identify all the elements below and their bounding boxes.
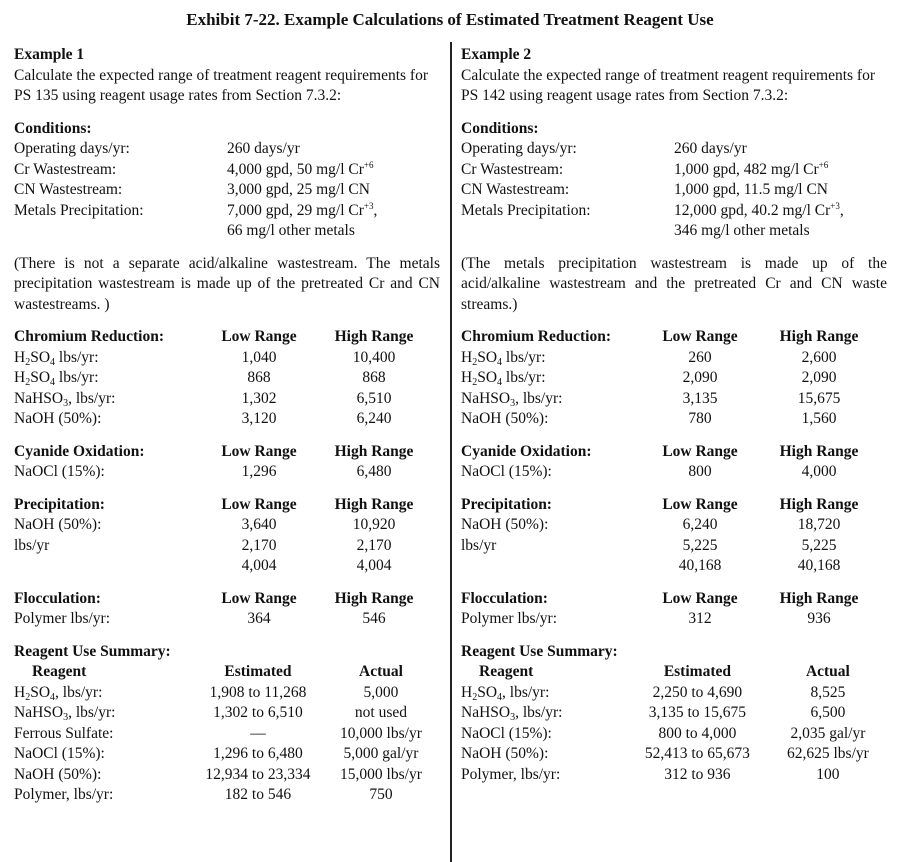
summary-row [14,785,440,806]
condition-row [14,139,440,160]
subscript: 2 [25,691,31,703]
spacer [14,483,440,495]
low-range-header: Low Range [662,442,738,460]
estimated-value: 800 to 4,000 [658,724,737,742]
subscript: 3 [510,397,516,409]
low-value: 2,170 [241,536,277,554]
table-row [14,462,440,483]
condition-row [14,160,440,181]
low-value: 4,004 [241,557,277,574]
low-value: 312 [688,610,712,627]
summary-row [461,703,887,724]
estimated-value: 52,413 to 65,673 [644,745,750,762]
table-row [461,348,887,369]
condition-value: 260 days/yr [674,140,747,157]
section-heading: Flocculation: [461,589,548,607]
actual-value: 10,000 lbs/yr [340,724,422,742]
high-range-header: High Range [779,328,859,345]
subscript: 2 [25,356,31,368]
low-range-header: Low Range [662,328,738,345]
spacer [461,630,887,642]
spacer [14,107,440,119]
high-value: 546 [362,610,386,627]
reagent-label: NaOCl (15%): [461,724,552,742]
section-header [14,327,440,348]
table-row [461,609,887,630]
condition-label: Operating days/yr: [14,140,130,157]
spacer [14,430,440,442]
actual-value: 62,625 lbs/yr [787,745,869,762]
summary-row [461,683,887,704]
high-value: 6,480 [356,463,392,480]
table-row [14,348,440,369]
low-value: 2,090 [682,369,718,386]
reagent-label: NaOH (50%): [14,410,102,427]
condition-row [461,201,887,242]
condition-value: 7,000 gpd, 29 mg/l $Cr^{+3}$, 66 mg/l other metals [227,200,378,239]
reagent-label: NaHSO$_3$, lbs/yr: [14,704,116,723]
high-value: 5,225 [801,536,837,554]
high-value: 1,560 [801,410,837,427]
condition-label: Metals Precipitation: [14,201,144,219]
high-range-header: High Range [334,328,414,345]
condition-row [14,180,440,201]
high-value: 868 [362,369,386,386]
column-divider [450,42,452,862]
reagent-label: Polymer, lbs/yr: [14,786,114,803]
subscript: 4 [50,377,56,388]
subscript: 4 [50,356,56,368]
high-range-header: High Range [779,442,859,460]
actual-value: 5,000 gal/yr [343,745,419,762]
condition-row [461,160,887,181]
section-header [461,327,887,348]
reagent-label: NaOH (50%): [461,745,549,762]
condition-value: 1,000 gpd, 482 mg/l $Cr^{+6}$ [674,159,829,178]
reagent-label: NaOCl (15%): [461,463,552,480]
high-value: 10,920 [352,516,396,533]
actual-value: 8,525 [810,683,846,701]
summary-header [461,662,887,683]
reagent-label: NaOCl (15%): [14,745,105,762]
section-header [14,442,440,463]
reagent-label [461,556,641,577]
reagent-label: NaOH (50%): [461,410,549,427]
estimated-value: 1,296 to 6,480 [213,745,303,762]
table-row [461,536,887,557]
subscript: 4 [497,377,503,388]
estimated-column-header: Estimated [224,663,292,680]
reagent-label: lbs/yr [461,536,497,554]
wastestream-note: (There is not a separate acid/alkaline wastestream. The metals precipitation wastestream is made up of the pretreated Cr and CN wastestreams. ) [14,254,440,313]
subscript: 4 [50,691,56,703]
low-value: 1,040 [241,348,277,366]
reagent-label: Ferrous Sulfate: [14,724,114,742]
summary-row [14,683,440,704]
example-intro: Calculate the expected range of treatment reagent requirements for PS 142 using reagent usage rates from Section 7.3.2: [461,66,875,104]
example-heading: Example 2 [461,46,532,63]
actual-value: 5,000 [363,683,399,701]
high-value: 2,600 [801,348,837,366]
actual-value: 15,000 lbs/yr [340,765,422,783]
low-value: 780 [688,410,712,427]
actual-value: 2,035 gal/yr [790,724,866,742]
table-row [461,368,887,389]
section-heading: Chromium Reduction: [14,328,164,345]
table-row [14,409,440,430]
condition-row [14,201,440,242]
subscript: 2 [25,377,31,388]
low-value: 868 [247,369,271,386]
table-row [14,536,440,557]
subscript: 3 [63,712,69,723]
example-heading: Example 1 [14,46,85,63]
actual-value: not used [354,704,407,721]
reagent-label: $H_2SO_4$, lbs/yr: [461,683,550,703]
condition-value: 12,000 gpd, 40.2 mg/l $Cr^{+3}$, 346 mg/l other metals [674,200,844,239]
low-value: 5,225 [682,536,718,554]
low-value: 800 [688,463,712,480]
reagent-label [14,556,204,577]
table-row [14,515,440,536]
conditions-heading: Conditions: [14,119,92,137]
table-row [461,389,887,410]
page-title: Exhibit 7-22. Example Calculations of Estimated Treatment Reagent Use [186,10,714,29]
section-header [461,589,887,610]
wastestream-note: (The metals precipitation wastestream is made up of the acid/alkaline wastestream and the pretreated Cr and CN waste streams.) [461,254,887,313]
actual-value: 100 [816,765,840,783]
estimated-value: 12,934 to 23,334 [205,765,311,783]
low-value: 3,135 [682,389,718,407]
conditions-heading: Conditions: [461,119,539,137]
low-value: 364 [247,610,271,627]
estimated-value: 3,135 to 15,675 [648,704,747,721]
low-value: 1,302 [241,389,277,407]
superscript: +3 [363,200,374,211]
subscript: 3 [63,397,69,409]
subscript: 2 [472,356,478,368]
section-heading: Chromium Reduction: [461,328,611,345]
reagent-column-header: Reagent [479,663,534,680]
low-range-header: Low Range [221,328,297,345]
low-value: 1,296 [241,463,277,480]
high-value: 6,510 [356,389,392,407]
high-value: 4,004 [356,557,392,574]
high-range-header: High Range [779,495,859,513]
condition-label: CN Wastestream: [14,181,123,198]
condition-label: CN Wastestream: [461,181,570,198]
high-value: 18,720 [797,516,841,533]
high-value: 936 [807,610,831,627]
actual-column-header: Actual [359,663,403,680]
high-range-header: High Range [779,589,859,607]
subscript: 4 [497,691,503,703]
section-header [461,442,887,463]
condition-row [461,139,887,160]
reagent-label: $H_2SO_4$ lbs/yr: [461,348,546,368]
spacer [461,483,887,495]
table-row [14,609,440,630]
low-value: 40,168 [678,557,722,574]
condition-value: 260 days/yr [227,140,300,157]
reagent-label: NaOH (50%): [14,516,102,533]
reagent-label: NaOH (50%): [461,516,549,533]
reagent-label: Polymer lbs/yr: [14,610,111,627]
spacer [461,430,887,442]
section-heading: Cyanide Oxidation: [14,442,145,460]
high-value: 6,240 [356,410,392,427]
actual-column-header: Actual [805,663,850,680]
condition-label: Cr Wastestream: [461,160,564,178]
condition-value: 4,000 gpd, 50 mg/l $Cr^{+6}$ [227,159,374,178]
condition-value: 3,000 gpd, 25 mg/l CN [227,181,370,198]
actual-value: 6,500 [810,704,846,721]
reagent-label: $H_2SO_4$, lbs/yr: [14,683,103,703]
spacer [461,242,887,254]
subscript: 3 [510,712,516,723]
example-2-column [461,45,887,785]
superscript: +6 [818,159,829,170]
superscript: +6 [363,159,374,170]
reagent-label: lbs/yr [14,536,50,554]
spacer [461,107,887,119]
summary-row [14,703,440,724]
reagent-label: NaHSO$_3$, lbs/yr: [461,704,563,723]
high-range-header: High Range [334,442,414,460]
estimated-value: 1,908 to 11,268 [209,683,307,701]
reagent-label: $H_2SO_4$ lbs/yr: [14,369,99,388]
estimated-value: 1,302 to 6,510 [213,704,303,721]
reagent-label: Polymer lbs/yr: [461,610,558,627]
high-value: 10,400 [352,348,396,366]
example-intro: Calculate the expected range of treatment reagent requirements for PS 135 using reagent usage rates from Section 7.3.2: [14,66,428,104]
high-value: 15,675 [797,389,841,407]
low-value: 260 [688,348,712,366]
subscript: 2 [472,691,478,703]
condition-label: Cr Wastestream: [14,160,117,178]
table-row [14,556,440,577]
low-range-header: Low Range [662,495,738,513]
section-header [14,589,440,610]
section-heading: Precipitation: [14,495,105,513]
spacer [14,577,440,589]
reagent-label: NaOCl (15%): [14,463,105,480]
summary-row [461,744,887,765]
summary-row [14,744,440,765]
low-range-header: Low Range [221,495,297,513]
high-value: 2,170 [356,536,392,554]
spacer [14,315,440,327]
summary-row [14,765,440,786]
high-value: 40,168 [797,557,841,574]
spacer [14,242,440,254]
reagent-label: NaHSO$_3$, lbs/yr: [461,389,563,409]
table-row [461,515,887,536]
condition-row [461,180,887,201]
low-range-header: Low Range [221,589,297,607]
table-row [14,368,440,389]
example-1-column [14,45,440,806]
summary-heading: Reagent Use Summary: [461,642,618,660]
subscript: 2 [472,377,478,388]
section-header [461,495,887,516]
low-range-header: Low Range [221,442,297,460]
section-header [14,495,440,516]
reagent-label: $H_2SO_4$ lbs/yr: [14,348,99,368]
high-range-header: High Range [334,589,414,607]
estimated-column-header: Estimated [663,663,731,680]
high-range-header: High Range [334,495,414,513]
high-value: 2,090 [801,369,837,386]
spacer [461,577,887,589]
table-row [14,389,440,410]
actual-value: 750 [369,786,393,803]
reagent-label: $H_2SO_4$ lbs/yr: [461,369,546,388]
estimated-value: 2,250 to 4,690 [652,683,743,701]
spacer [14,630,440,642]
condition-label: Operating days/yr: [461,140,577,157]
condition-value: 1,000 gpd, 11.5 mg/l CN [674,181,829,198]
summary-row [14,724,440,745]
summary-row [461,765,887,786]
section-heading: Cyanide Oxidation: [461,442,592,460]
summary-row [461,724,887,745]
low-value: 3,640 [241,516,277,533]
low-value: 3,120 [241,410,277,427]
subscript: 4 [497,356,503,368]
high-value: 4,000 [801,463,837,480]
summary-header [14,662,440,683]
condition-label: Metals Precipitation: [461,201,591,219]
estimated-value: 312 to 936 [664,765,731,783]
estimated-value: — [250,724,266,742]
reagent-label: NaHSO$_3$, lbs/yr: [14,389,116,409]
spacer [461,315,887,327]
low-value: 6,240 [682,516,718,533]
reagent-label: Polymer, lbs/yr: [461,765,561,783]
section-heading: Precipitation: [461,495,552,513]
low-range-header: Low Range [662,589,738,607]
table-row [461,462,887,483]
reagent-label: NaOH (50%): [14,765,102,783]
table-row [461,409,887,430]
summary-heading: Reagent Use Summary: [14,642,171,660]
reagent-column-header: Reagent [32,663,87,680]
estimated-value: 182 to 546 [224,786,292,803]
superscript: +3 [830,200,840,211]
section-heading: Flocculation: [14,589,101,607]
table-row [461,556,887,577]
